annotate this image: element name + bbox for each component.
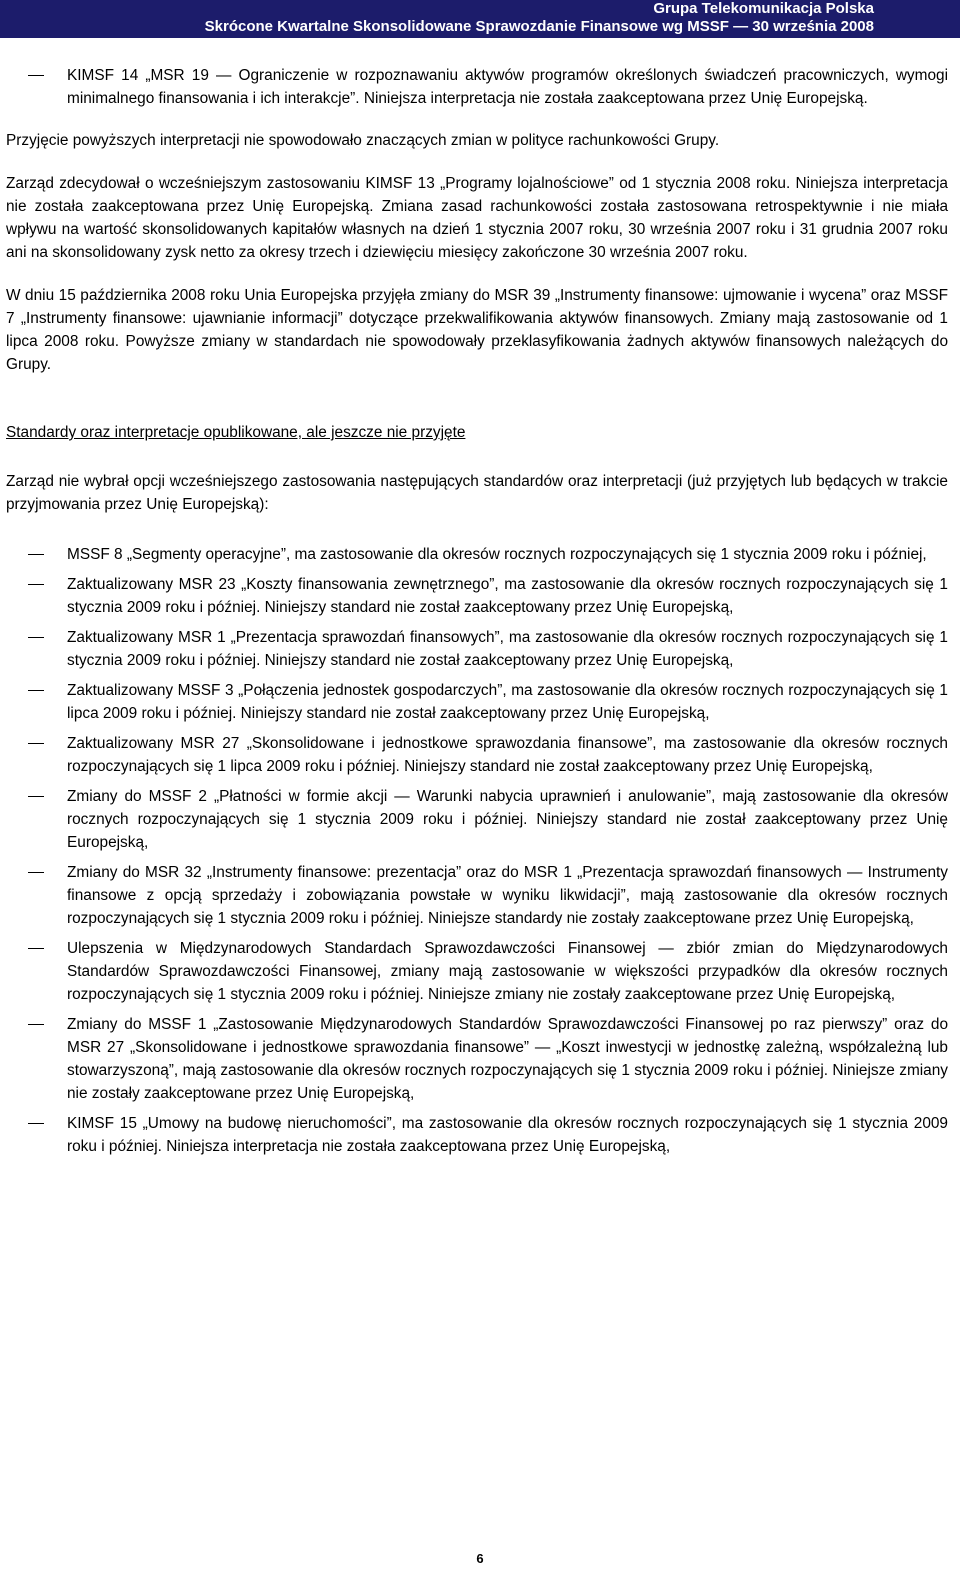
list-item-text: Zaktualizowany MSR 27 „Skonsolidowane i jednostkowe sprawozdania finansowe”, ma zastosowanie dla okresów rocznych rozpoczynających się 1 lipca 2009 roku i później. Niniejszy standard nie został zaakceptowany przez Unię Europejską, [67,735,948,775]
list-item [6,543,948,566]
list-item [6,679,948,725]
list-item [6,861,948,930]
list-item-text: Zaktualizowany MSR 1 „Prezentacja sprawozdań finansowych”, ma zastosowanie dla okresów rocznych rozpoczynających się 1 stycznia 2009 roku i później. Niniejszy standard nie został zaakceptowany przez Unię Europejską, [67,629,948,669]
paragraph: Zarząd zdecydował o wcześniejszym zastosowaniu KIMSF 13 „Programy lojalnościowe” od 1 stycznia 2008 roku. Niniejsza interpretacja nie została zaakceptowana przez Unię Europejską. Zmiana zasad rachunkowości została zastosowana retrospektywnie i nie miała wpływu na wartość skonsolidowanych kapitałów własnych na dzień 1 stycznia 2007 roku, 30 września 2007 roku i 31 grudnia 2007 roku ani na skonsolidowany zysk netto za okresy trzech i dziewięciu miesięcy zakończone 30 września 2007 roku. [6,175,948,261]
list-item-text: Zmiany do MSR 32 „Instrumenty finansowe: prezentacja” oraz do MSR 1 „Prezentacja sprawozdań finansowych — Instrumenty finansowe z opcją sprzedaży i zobowiązania powstałe w wyniku likwidacji”, mają zastosowanie dla okresów rocznych rozpoczynających się 1 stycznia 2009 roku i później. Niniejsze standardy nie zostały zaakceptowane przez Unię Europejską, [67,864,948,927]
list-item [6,573,948,619]
list-item-text: KIMSF 14 „MSR 19 — Ograniczenie w rozpoznawaniu aktywów programów określonych świadczeń pracowniczych, wymogi minimalnego finansowania i ich interakcje”. Niniejsza interpretacja nie została zaakceptowana przez Unię Europejską. [67,67,948,107]
paragraph: W dniu 15 października 2008 roku Unia Europejska przyjęła zmiany do MSR 39 „Instrumenty finansowe: ujmowanie i wycena” oraz MSSF 7 „Instrumenty finansowe: ujawnianie informacji” dotyczące przekwalifikowania aktywów finansowych. Zmiany mają zastosowanie od 1 lipca 2008 roku. Powyższe zmiany w standardach nie spowodowały przeklasyfikowania żadnych aktywów finansowych należących do Grupy. [6,287,948,373]
dash-bullet-icon [28,554,44,555]
company-name: Grupa Telekomunikacja Polska [653,0,874,17]
dash-bullet-icon [28,690,44,691]
list-item-text: Zmiany do MSSF 1 „Zastosowanie Międzynarodowych Standardów Sprawozdawczości Finansowej po raz pierwszy” oraz do MSR 27 „Skonsolidowane i jednostkowe sprawozdania finansowe” — „Koszt inwestycji w jednostkę zależną, współzależną lub stowarzyszoną”, mają zastosowanie dla okresów rocznych rozpoczynających się 1 stycznia 2009 roku i później. Niniejsze zmiany nie zostały zaakceptowane przez Unię Europejską, [67,1016,948,1102]
list-item-text: Ulepszenia w Międzynarodowych Standardach Sprawozdawczości Finansowej — zbiór zmian do Międzynarodowych Standardów Sprawozdawczości Finansowej, zmiany mają zastosowanie w większości przypadków dla okresów rocznych rozpoczynających się 1 stycznia 2009 roku i później. Niniejsze zmiany nie zostały zaakceptowane przez Unię Europejską, [67,940,948,1003]
list-item-text: MSSF 8 „Segmenty operacyjne”, ma zastosowanie dla okresów rocznych rozpoczynających się 1 stycznia 2009 roku i później, [67,546,927,563]
paragraph: Przyjęcie powyższych interpretacji nie spowodowało znaczących zmian w polityce rachunkowości Grupy. [6,132,720,149]
list-item [6,626,948,672]
list-item-text: KIMSF 15 „Umowy na budowę nieruchomości”, ma zastosowanie dla okresów rocznych rozpoczynających się 1 stycznia 2009 roku i później. Niniejsza interpretacja nie została zaakceptowana przez Unię Europejską, [67,1115,948,1155]
document-header [0,0,960,38]
list-item [6,785,948,854]
document-body [6,64,948,1158]
dash-bullet-icon [28,1123,44,1124]
dash-bullet-icon [28,1024,44,1025]
dash-bullet-icon [28,948,44,949]
list-item [6,937,948,1006]
list-item [6,64,948,110]
dash-bullet-icon [28,75,44,76]
dash-bullet-icon [28,872,44,873]
report-title: Skrócone Kwartalne Skonsolidowane Sprawozdanie Finansowe wg MSSF — 30 września 2008 [204,18,874,35]
list-item-text: Zmiany do MSSF 2 „Płatności w formie akcji — Warunki nabycia uprawnień i anulowanie”, mają zastosowanie dla okresów rocznych rozpoczynających się 1 stycznia 2009 roku i później. Niniejszy standard nie został zaakceptowany przez Unię Europejską, [67,788,948,851]
dash-bullet-icon [28,584,44,585]
list-item [6,1013,948,1105]
dash-bullet-icon [28,743,44,744]
list-item-text: Zaktualizowany MSR 23 „Koszty finansowania zewnętrznego”, ma zastosowanie dla okresów rocznych rozpoczynających się 1 stycznia 2009 roku i później. Niniejszy standard nie został zaakceptowany przez Unię Europejską, [67,576,948,616]
section-intro: Zarząd nie wybrał opcji wcześniejszego zastosowania następujących standardów oraz interpretacji (już przyjętych lub będących w trakcie przyjmowania przez Unię Europejską): [6,473,948,513]
dash-bullet-icon [28,637,44,638]
page-number: 6 [476,1551,484,1566]
dash-bullet-icon [28,796,44,797]
section-heading: Standardy oraz interpretacje opublikowane, ale jeszcze nie przyjęte [6,424,466,441]
list-item-text: Zaktualizowany MSSF 3 „Połączenia jednostek gospodarczych”, ma zastosowanie dla okresów rocznych rozpoczynających się 1 lipca 2009 roku i później. Niniejszy standard nie został zaakceptowany przez Unię Europejską, [67,682,948,722]
list-item [6,732,948,778]
list-item [6,1112,948,1158]
